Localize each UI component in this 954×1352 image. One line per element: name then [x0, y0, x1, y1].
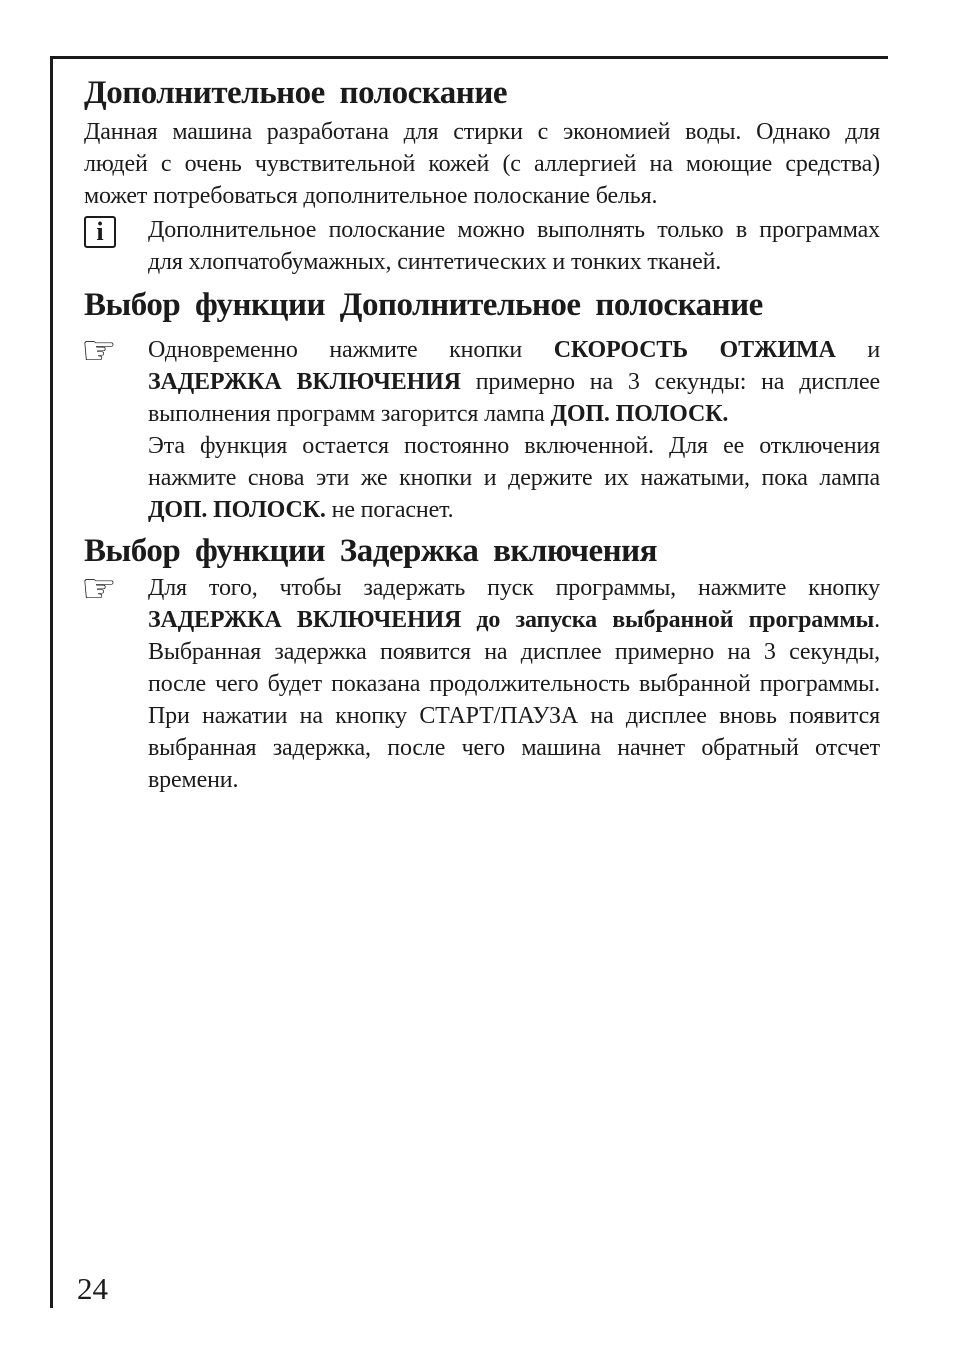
heading-additional-rinse: Дополнительное полоскание: [84, 75, 507, 111]
text-line: выбранная задержка, после чего машина начнет обратный отсчет: [148, 735, 880, 761]
heading-select-delay-start: Выбор функции Задержка включения: [84, 533, 658, 569]
text-line: Данная машина разработана для стирки с экономией воды. Однако для: [84, 119, 880, 145]
text-line: может потребоваться дополнительное полоскание белья.: [84, 183, 658, 209]
text-line: нажмите снова эти же кнопки и держите их нажатыми, пока лампа: [148, 465, 880, 491]
text-line: ЗАДЕРЖКА ВКЛЮЧЕНИЯ примерно на 3 секунды: на дисплее: [148, 369, 880, 395]
text-line: Для того, чтобы задержать пуск программы, нажмите кнопку: [148, 575, 880, 601]
info-note: [84, 214, 880, 278]
instruction-text-delay-start: [148, 572, 880, 796]
intro-paragraph: [84, 116, 880, 212]
info-note-text: [148, 214, 880, 278]
left-border-line: [50, 56, 53, 1308]
text-line: после чего будет показана продолжительность выбранной программы.: [148, 671, 880, 697]
info-icon: i: [84, 216, 116, 248]
text-line: выполнения программ загорится лампа ДОП. ПОЛОСК.: [148, 401, 729, 427]
text-line: для хлопчатобумажных, синтетических и тонких тканей.: [148, 249, 722, 275]
text-line: ЗАДЕРЖКА ВКЛЮЧЕНИЯ до запуска выбранной программы.: [148, 607, 880, 633]
pointing-hand-icon: ☞: [81, 328, 117, 374]
top-border-line: [50, 56, 888, 59]
text-line: Одновременно нажмите кнопки СКОРОСТЬ ОТЖИМА и: [148, 337, 881, 363]
pointing-hand-icon: ☞: [81, 566, 117, 612]
heading-select-additional-rinse: Выбор функции Дополнительное полоскание: [84, 287, 763, 323]
page-content: [81, 75, 881, 796]
text-line: Дополнительное полоскание можно выполнять только в программах: [148, 217, 880, 243]
page-number: 24: [77, 1271, 108, 1306]
text-line: Выбранная задержка появится на дисплее примерно на 3 секунды,: [148, 639, 880, 665]
instruction-block-additional-rinse: [81, 328, 881, 526]
text-line: Эта функция остается постоянно включенной. Для ее отключения: [148, 433, 880, 459]
text-line: ДОП. ПОЛОСК. не погаснет.: [148, 497, 454, 523]
text-line: времени.: [148, 767, 239, 793]
text-line: людей с очень чувствительной кожей (с аллергией на моющие средства): [84, 151, 880, 177]
instruction-text-additional-rinse: [148, 334, 880, 526]
text-line: При нажатии на кнопку СТАРТ/ПАУЗА на дисплее вновь появится: [148, 703, 880, 729]
instruction-block-delay-start: [81, 566, 880, 796]
